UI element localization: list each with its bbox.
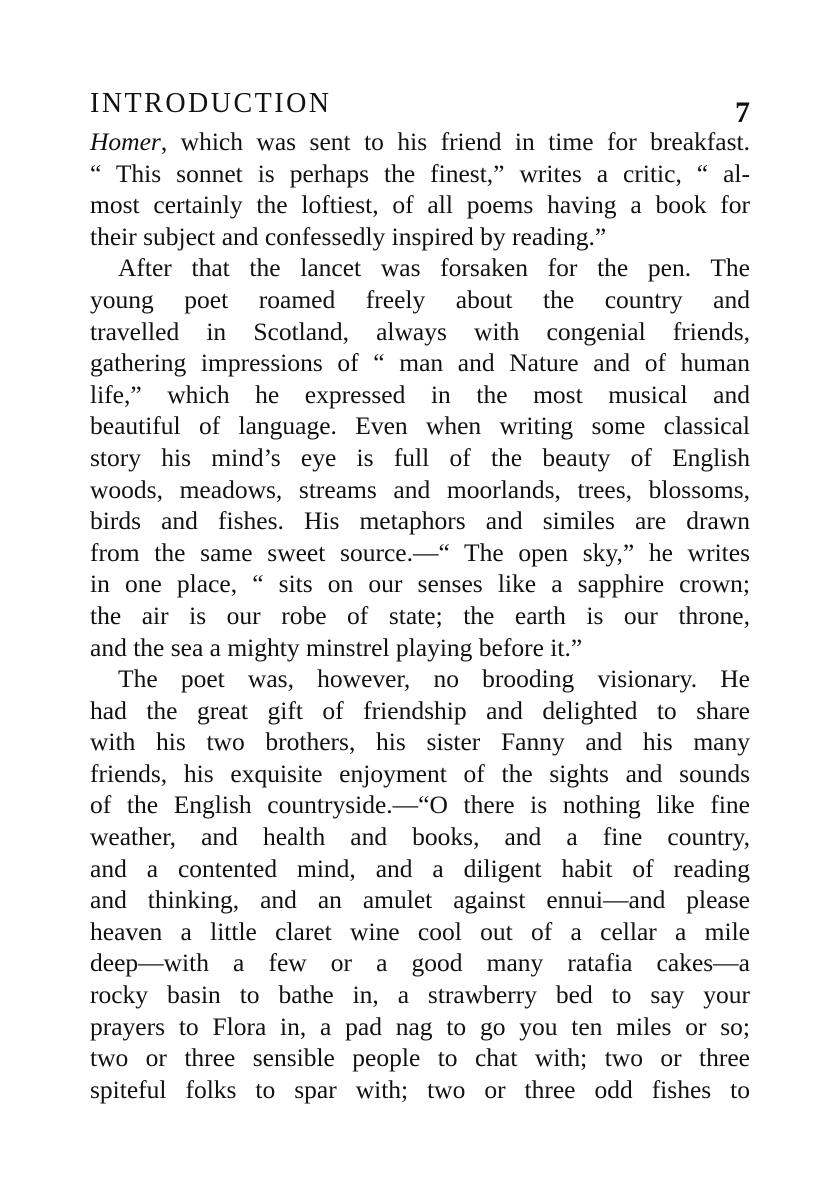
- text-line: [90, 1011, 750, 1043]
- text-segment: their subject and confessedly inspired by reading.”: [90, 221, 607, 251]
- text-line: [90, 379, 750, 411]
- text-segment: from the same sweet source.—“ The open sky,” he writes: [90, 537, 750, 567]
- text-segment: and thinking, and an amulet against ennui—and please: [90, 885, 750, 915]
- italic-text: Homer: [90, 127, 161, 156]
- text-line: [90, 663, 750, 695]
- text-segment: and a contented mind, and a diligent habit of reading: [90, 853, 750, 883]
- text-segment: spiteful folks to spar with; two or three odd fishes to: [90, 1074, 750, 1104]
- text-line: [90, 284, 750, 316]
- text-segment: story his mind’s eye is full of the beauty of English: [90, 442, 750, 472]
- text-segment: two or three sensible people to chat with; two or three: [90, 1043, 750, 1073]
- text-segment: of the English countryside.—“O there is nothing like fine: [90, 790, 750, 820]
- text-line: [90, 221, 750, 253]
- text-segment: life,” which he expressed in the most musical and: [90, 379, 750, 409]
- text-line: [90, 505, 750, 537]
- running-head: [90, 74, 750, 129]
- text-segment: , which was sent to his friend in time for breakfast.: [160, 127, 750, 156]
- text-line: [90, 189, 750, 221]
- text-line: [90, 979, 750, 1011]
- text-segment: travelled in Scotland, always with congenial friends,: [90, 316, 750, 346]
- text-line: [90, 758, 750, 790]
- text-line: [90, 410, 750, 442]
- text-line: [90, 126, 750, 158]
- text-segment: beautiful of language. Even when writing some classical: [90, 411, 750, 441]
- text-segment: The poet was, however, no brooding visionary. He: [118, 664, 750, 694]
- text-segment: and the sea a mighty minstrel playing before it.”: [90, 632, 583, 662]
- text-segment: gathering impressions of “ man and Nature and of human: [90, 348, 750, 378]
- text-segment: friends, his exquisite enjoyment of the sights and sounds: [90, 758, 750, 788]
- text-segment: in one place, “ sits on our senses like a sapphire crown;: [90, 569, 750, 599]
- text-segment: the air is our robe of state; the earth is our throne,: [90, 600, 750, 630]
- text-segment: After that the lancet was forsaken for the pen. The: [118, 253, 750, 283]
- text-line: [90, 474, 750, 506]
- text-segment: heaven a little claret wine cool out of a cellar a mile: [90, 916, 750, 946]
- text-line: [90, 568, 750, 600]
- text-line: [90, 158, 750, 190]
- text-line: [90, 347, 750, 379]
- text-line: [90, 853, 750, 885]
- text-line: [90, 695, 750, 727]
- book-page: [90, 74, 750, 1105]
- text-segment: with his two brothers, his sister Fanny and his many: [90, 727, 750, 757]
- page-number: 7: [735, 96, 750, 129]
- text-line: [90, 537, 750, 569]
- text-segment: birds and fishes. His metaphors and similes are drawn: [90, 506, 750, 536]
- body-text: [90, 126, 750, 1105]
- text-segment: woods, meadows, streams and moorlands, trees, blossoms,: [90, 474, 750, 504]
- text-segment: weather, and health and books, and a fine country,: [90, 822, 750, 852]
- text-segment: “ This sonnet is perhaps the finest,” writes a critic, “ al-: [90, 158, 750, 188]
- text-line: [90, 252, 750, 284]
- text-line: [90, 821, 750, 853]
- text-segment: prayers to Flora in, a pad nag to go you ten miles or so;: [90, 1011, 750, 1041]
- text-line: [90, 316, 750, 348]
- text-line: [90, 600, 750, 632]
- text-line: [90, 916, 750, 948]
- running-head-title: INTRODUCTION: [90, 88, 332, 119]
- text-segment: young poet roamed freely about the country and: [90, 284, 750, 314]
- text-segment: deep—with a few or a good many ratafia cakes—a: [90, 948, 750, 978]
- text-segment: had the great gift of friendship and delighted to share: [90, 695, 750, 725]
- text-line: [90, 442, 750, 474]
- text-line: [90, 1042, 750, 1074]
- text-segment: rocky basin to bathe in, a strawberry bed to say your: [90, 980, 750, 1010]
- text-line: [90, 726, 750, 758]
- text-line: [90, 884, 750, 916]
- text-segment: most certainly the loftiest, of all poems having a book for: [90, 190, 750, 220]
- text-line: [90, 789, 750, 821]
- text-line: [90, 947, 750, 979]
- text-line: [90, 1074, 750, 1106]
- text-line: [90, 632, 750, 664]
